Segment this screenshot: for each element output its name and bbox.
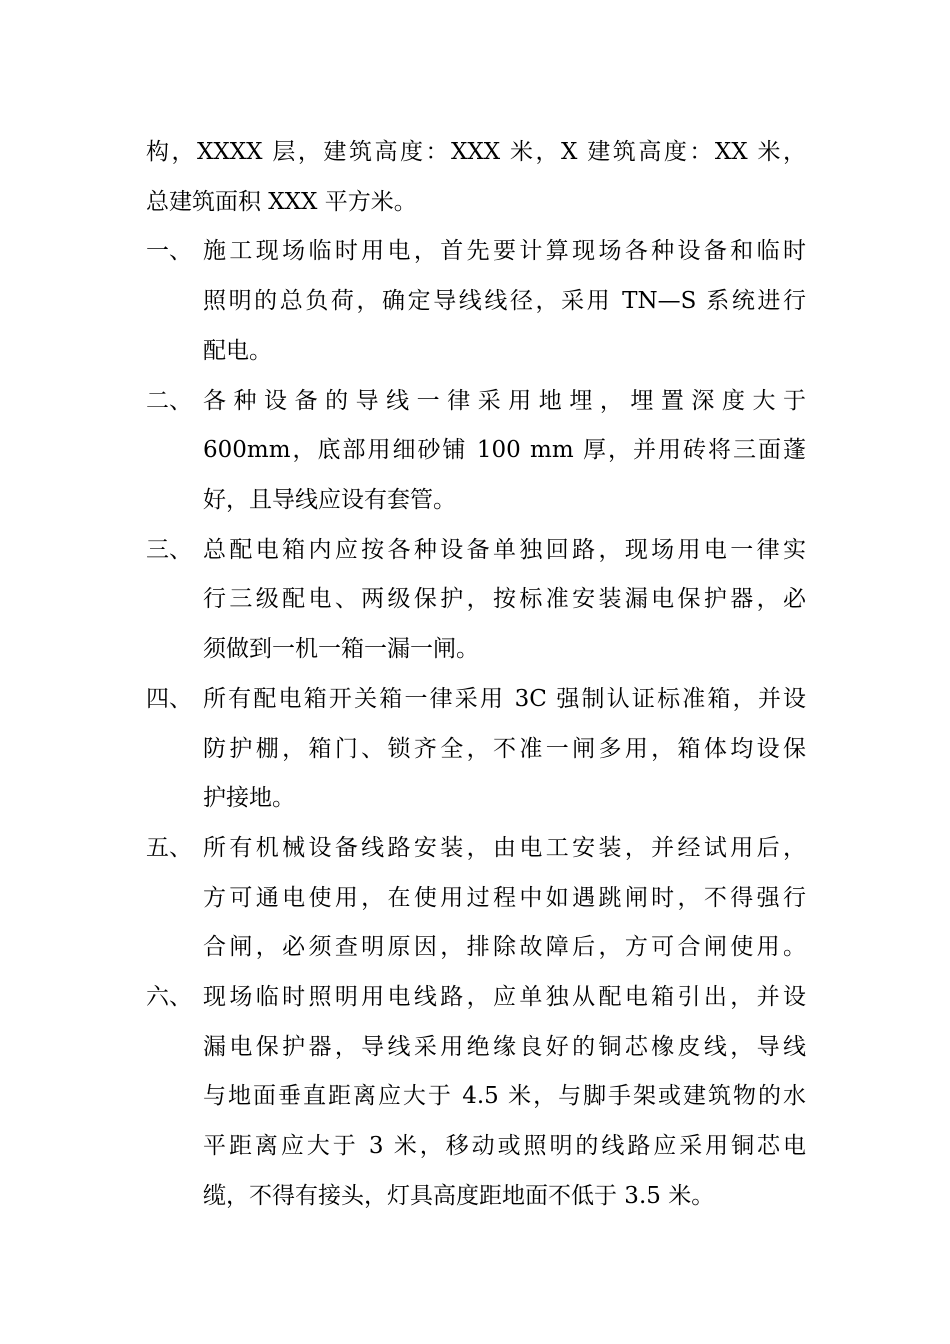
item-6-line-2: 漏电保护器，导线采用绝缘良好的铜芯橡皮线，导线 <box>203 1034 806 1060</box>
item-2-number: 二、 <box>146 388 192 414</box>
item-1-number: 一、 <box>146 238 192 264</box>
item-3-line-1: 总配电箱内应按各种设备单独回路，现场用电一律实 <box>203 537 806 563</box>
item-3-line-2: 行三级配电、两级保护，按标准安装漏电保护器，必 <box>203 586 806 612</box>
item-2-line-2: 600mm，底部用细砂铺 100 mm 厚，并用砖将三面蓬 <box>203 437 806 463</box>
item-3-number: 三、 <box>146 537 192 563</box>
intro-line-2: 总建筑面积 XXX 平方米。 <box>146 189 417 215</box>
item-1-line-2: 照明的总负荷，确定导线线径，采用 TN—S 系统进行 <box>203 288 806 314</box>
item-4-line-1: 所有配电箱开关箱一律采用 3C 强制认证标准箱，并设 <box>203 686 806 712</box>
item-5-line-1: 所有机械设备线路安装，由电工安装，并经试用后， <box>203 835 806 861</box>
item-2-line-3: 好，且导线应设有套管。 <box>203 487 456 513</box>
item-2-line-1: 各种设备的导线一律采用地埋，埋置深度大于 <box>203 388 806 414</box>
item-4-line-2: 防护棚，箱门、锁齐全，不准一闸多用，箱体均设保 <box>203 736 806 762</box>
item-5-line-3: 合闸，必须查明原因，排除故障后，方可合闸使用。 <box>203 934 806 960</box>
item-3-line-3: 须做到一机一箱一漏一闸。 <box>203 636 479 662</box>
item-5-number: 五、 <box>146 835 192 861</box>
item-6-line-4: 平距离应大于 3 米，移动或照明的线路应采用铜芯电 <box>203 1133 806 1159</box>
item-6-line-1: 现场临时照明用电线路，应单独从配电箱引出，并设 <box>203 984 806 1010</box>
intro-line-1: 构，XXXX 层，建筑高度：XXX 米，X 建筑高度：XX 米， <box>146 139 806 165</box>
item-6-line-3: 与地面垂直距离应大于 4.5 米，与脚手架或建筑物的水 <box>203 1083 806 1109</box>
item-5-line-2: 方可通电使用，在使用过程中如遇跳闸时，不得强行 <box>203 885 806 911</box>
item-1-line-3: 配电。 <box>203 338 272 364</box>
item-6-line-5: 缆，不得有接头，灯具高度距地面不低于 3.5 米。 <box>203 1183 715 1209</box>
item-6-number: 六、 <box>146 984 192 1010</box>
item-4-number: 四、 <box>146 686 192 712</box>
item-4-line-3: 护接地。 <box>203 785 295 811</box>
item-1-line-1: 施工现场临时用电，首先要计算现场各种设备和临时 <box>203 238 806 264</box>
